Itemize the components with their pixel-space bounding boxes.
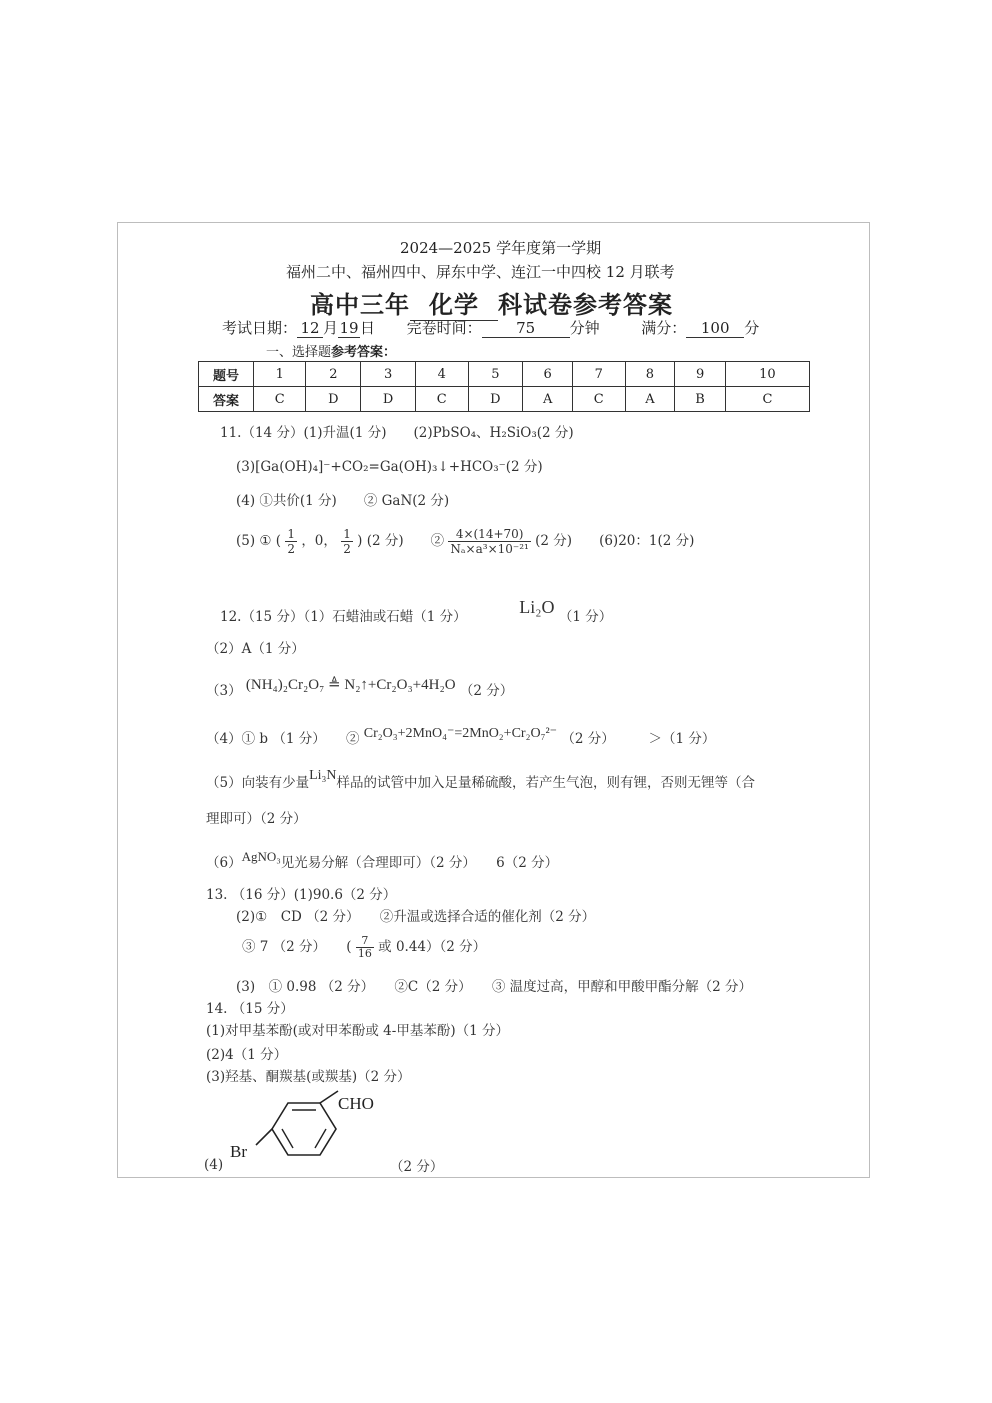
table-cell-number: 8 [625,362,675,387]
table-row-answers [199,387,810,412]
q14-line3: (2)4（1 分） [206,1047,288,1063]
fraction-one-half [285,527,297,556]
q13-l3-part-b: 或 0.44）（2 分） [378,939,487,955]
table-cell-answer: A [625,387,675,412]
fraction-numerator: 1 [287,527,296,541]
exam-month: 12 [297,319,323,338]
fraction-denominator: 2 [343,542,351,556]
q11-line4 [236,527,694,556]
q12-line7 [206,851,558,871]
q14-line1: 14. （15 分） [206,1001,294,1017]
fraction-denominator: 16 [357,947,372,960]
q11-l4-part-d: (2 分) (6)20：1(2 分) [535,533,695,549]
fraction-seven-sixteenths [356,935,374,960]
q12-l5-part-b: 样品的试管中加入足量稀硫酸，若产生气泡，则有锂，否则无锂等（合 [336,775,756,791]
date-label: 考试日期： [222,319,298,337]
table-cell-answer: C [416,387,468,412]
page-title [310,285,673,321]
aldehyde-label: CHO [338,1094,374,1113]
bromobenzaldehyde-structure [226,1089,396,1169]
fraction-numerator: 1 [343,527,351,541]
q11-l4-part-b: ，0， [301,533,337,549]
q14-line5-label: (4) [204,1157,224,1173]
month-unit: 月 [323,319,339,337]
table-cell-answer: C [573,387,625,412]
answer-sheet [117,222,870,1178]
table-cell-answer: C [725,387,809,412]
table-head-number: 题号 [199,362,254,387]
q11-line3: (4) ①共价(1 分) ② GaN(2 分) [236,493,450,509]
q11-l4-part-a: (5) ① ( [236,533,282,549]
time-value: 75 [482,319,570,338]
table-cell-answer: C [254,387,306,412]
q12-line6: 理即可）（2 分） [206,811,307,827]
title-suffix: 科试卷参考答案 [498,291,673,319]
bromine-label: Br [230,1142,247,1161]
exam-info-line [222,317,759,338]
table-cell-number: 1 [254,362,306,387]
q12-equation-redox: Cr₂O₃+2MnO₄⁻=2MnO₂+Cr₂O₇²⁻ [363,726,558,741]
table-cell-answer: D [306,387,361,412]
exam-day: 19 [339,319,359,337]
answer-table [198,361,810,412]
fraction-numerator: 4×(14+70) [448,527,530,542]
table-cell-number: 7 [573,362,625,387]
table-row-numbers [199,362,810,387]
title-subject: 化学 [410,285,498,321]
table-cell-number: 9 [675,362,726,387]
q11-line2: (3)[Ga(OH)₄]⁻+CO₂=Ga(OH)₃↓+HCO₃⁻(2 分) [236,459,543,475]
q12-line1 [220,597,613,626]
q12-l1-text: 12.（15 分）（1）石蜡油或石蜡（1 分） [220,609,467,625]
table-head-answer: 答案 [199,387,254,412]
table-cell-answer: B [675,387,726,412]
q12-l4-part-b: （2 分） ＞（1 分） [561,731,716,747]
fraction-denominator: 2 [287,542,296,556]
density-fraction [448,527,530,556]
q13-line3 [242,935,486,960]
header-line1: 2024—2025 学年度第一学期 [400,239,602,257]
q12-l3-part-b: （2 分） [459,683,514,699]
time-unit: 分钟 [569,319,600,337]
q12-formula-li3n: Li₃N [309,768,337,783]
score-value: 100 [686,319,744,338]
table-cell-number: 2 [306,362,361,387]
q12-l4-part-a: （4）① b （1 分） ② [206,731,360,747]
fraction-numerator: 7 [356,935,374,948]
q12-line3 [206,679,513,700]
q12-formula-li2o: Li₂O [519,597,555,617]
table-cell-number: 5 [468,362,523,387]
section1-label-bold: 参考答案： [331,345,397,360]
q13-line2: (2)① CD （2 分） ②升温或选择合适的催化剂（2 分） [236,909,596,925]
q13-line4: (3) ① 0.98 （2 分） ②C（2 分） ③ 温度过高，甲醇和甲酸甲酯分解（2 分） [236,979,753,995]
q14-line2: (1)对甲基苯酚(或对甲苯酚或 4-甲基苯酚)（1 分） [206,1023,509,1039]
fraction-one-half [341,527,353,556]
time-label: 完卷时间： [406,319,482,337]
q13-l3-part-a: ③ 7 （2 分） ( [242,939,352,955]
q14-line4: (3)羟基、酮羰基(或羰基)（2 分） [206,1069,411,1085]
table-cell-number: 10 [725,362,809,387]
q12-line5 [206,768,756,792]
q12-line2: （2）A（1 分） [206,641,305,657]
q12-formula-agno3: AgNO₃ [241,849,281,864]
table-cell-answer: D [468,387,523,412]
table-cell-number: 4 [416,362,468,387]
header-line2: 福州二中、福州四中、屏东中学、连江一中四校 12 月联考 [286,263,675,281]
day-unit: 日 [360,319,376,337]
q11-line1: 11.（14 分）(1)升温(1 分) (2)PbSO₄、H₂SiO₃(2 分) [220,425,574,441]
table-cell-answer: D [361,387,416,412]
q12-l1-score: （1 分） [558,609,613,625]
table-cell-number: 6 [523,362,573,387]
q12-l5-part-a: （5）向装有少量 [206,775,310,791]
q14-line5-score: （2 分） [390,1159,444,1175]
q12-equation-decomposition: (NH₄)₂Cr₂O₇ ≜ N₂↑+Cr₂O₃+4H₂O [245,677,456,693]
table-cell-answer: A [523,387,573,412]
score-label: 满分： [641,319,687,337]
title-grade: 高中三年 [310,291,410,319]
table-cell-number: 3 [361,362,416,387]
q12-l7-part-a: （6） [206,855,242,871]
q12-l3-part-a: （3） [206,683,242,699]
score-unit: 分 [744,319,760,337]
section1-label: 一、选择题 [266,345,332,360]
fraction-denominator: Nₐ×a³×10⁻²¹ [450,542,529,556]
q12-l7-part-b: 见光易分解（合理即可）（2 分） 6（2 分） [280,855,559,871]
q11-l4-part-c: ) (2 分) ② [357,533,445,549]
q13-line1: 13. （16 分）(1)90.6（2 分） [206,887,397,903]
q12-line4 [206,727,715,748]
section1-heading [266,341,396,360]
